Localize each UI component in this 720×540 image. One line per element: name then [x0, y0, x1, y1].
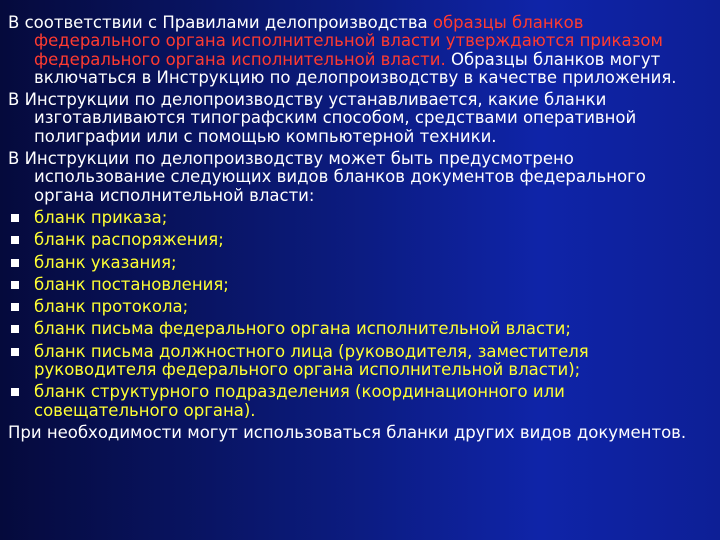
- square-bullet-icon: [11, 214, 19, 222]
- paragraph-instruction-forms: В Инструкции по делопроизводству устанавливается, какие бланки изготавливаются типографским способом, средствами оперативной полиграфии или с помощью компьютерной техники.: [8, 90, 637, 146]
- square-bullet-icon: [11, 259, 19, 267]
- list-item: [8, 254, 698, 272]
- list-item: [8, 276, 698, 294]
- list-item: [8, 383, 698, 420]
- list-item-text: бланк указания;: [34, 252, 177, 272]
- list-item-text: бланк структурного подразделения (координационного или совещательного органа).: [34, 382, 565, 420]
- paragraph-rules-intro: В соответствии с Правилами делопроизводства: [8, 13, 433, 32]
- list-item: [8, 343, 698, 380]
- list-item: [8, 320, 698, 338]
- slide-content: [8, 14, 698, 446]
- list-item: [8, 209, 698, 227]
- square-bullet-icon: [11, 348, 19, 356]
- list-item-text: бланк приказа;: [34, 207, 168, 227]
- list-item-text: бланк распоряжения;: [34, 230, 224, 250]
- paragraph-rules: [8, 14, 698, 87]
- square-bullet-icon: [11, 281, 19, 289]
- paragraph-rules-tail: Образцы бланков могут включаться в Инструкцию по делопроизводству в качестве приложения.: [34, 49, 677, 87]
- square-bullet-icon: [11, 388, 19, 396]
- list-item: [8, 298, 698, 316]
- square-bullet-icon: [11, 303, 19, 311]
- square-bullet-icon: [11, 325, 19, 333]
- list-item: [8, 231, 698, 249]
- square-bullet-icon: [11, 236, 19, 244]
- paragraph-rules-highlight: образцы бланков федерального органа исполнительной власти утверждаются приказом федерального органа исполнительной власти.: [34, 13, 663, 69]
- list-item-text: бланк письма должностного лица (руководителя, заместителя руководителя федерального органа исполнительной власти);: [34, 341, 589, 380]
- paragraph-other-forms: При необходимости могут использоваться бланки других видов документов.: [8, 422, 687, 442]
- paragraph-form-types-intro: В Инструкции по делопроизводству может быть предусмотрено использование следующих видов бланков документов федерального органа исполнительной власти:: [8, 149, 646, 205]
- list-item-text: бланк письма федерального органа исполнительной власти;: [34, 319, 571, 339]
- list-item-text: бланк протокола;: [34, 297, 189, 317]
- list-item-text: бланк постановления;: [34, 274, 229, 294]
